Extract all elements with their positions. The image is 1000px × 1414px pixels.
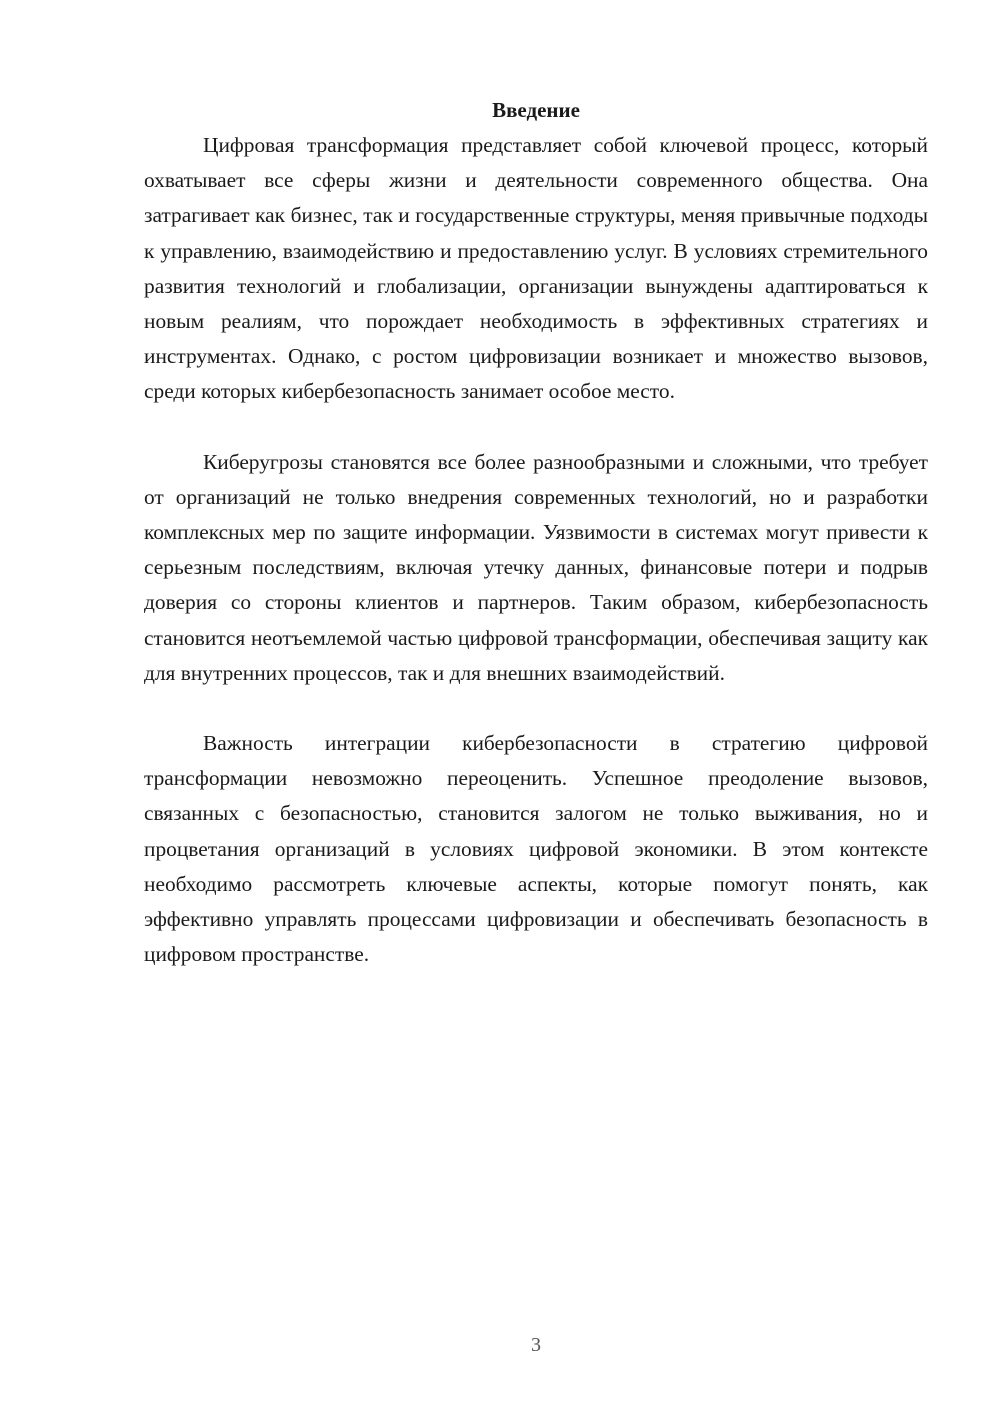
paragraph-2: Киберугрозы становятся все более разнообразными и сложными, что требует от организаций не только внедрения современных технологий, но и разработки комплексных мер по защите информации. Уязвимости в системах могут привести к серьезным последствиям, включая утечку данных, финансовые потери и подрыв доверия со стороны клиентов и партнеров. Таким образом, кибербезопасность становится неотъемлемой частью цифровой трансформации, обеспечивая защиту как для внутренних процессов, так и для внешних взаимодействий. <box>144 449 928 685</box>
page-number: 3 <box>531 1334 541 1356</box>
page-content <box>144 92 928 972</box>
paragraph-3: Важность интеграции кибербезопасности в стратегию цифровой трансформации невозможно переоценить. Успешное преодоление вызовов, связанных с безопасностью, становится залогом не только выживания, но и процветания организаций в условиях цифровой экономики. В этом контексте необходимо рассмотреть ключевые аспекты, которые помогут понять, как эффективно управлять процессами цифровизации и обеспечивать безопасность в цифровом пространстве. <box>144 731 928 967</box>
section-title: Введение <box>492 98 580 122</box>
paragraph-1: Цифровая трансформация представляет собой ключевой процесс, который охватывает все сферы жизни и деятельности современного общества. Она затрагивает как бизнес, так и государственные структуры, меняя привычные подходы к управлению, взаимодействию и предоставлению услуг. В условиях стремительного развития технологий и глобализации, организации вынуждены адаптироваться к новым реалиям, что порождает необходимость в эффективных стратегиях и инструментах. Однако, с ростом цифровизации возникает и множество вызовов, среди которых кибербезопасность занимает особое место. <box>144 133 928 404</box>
